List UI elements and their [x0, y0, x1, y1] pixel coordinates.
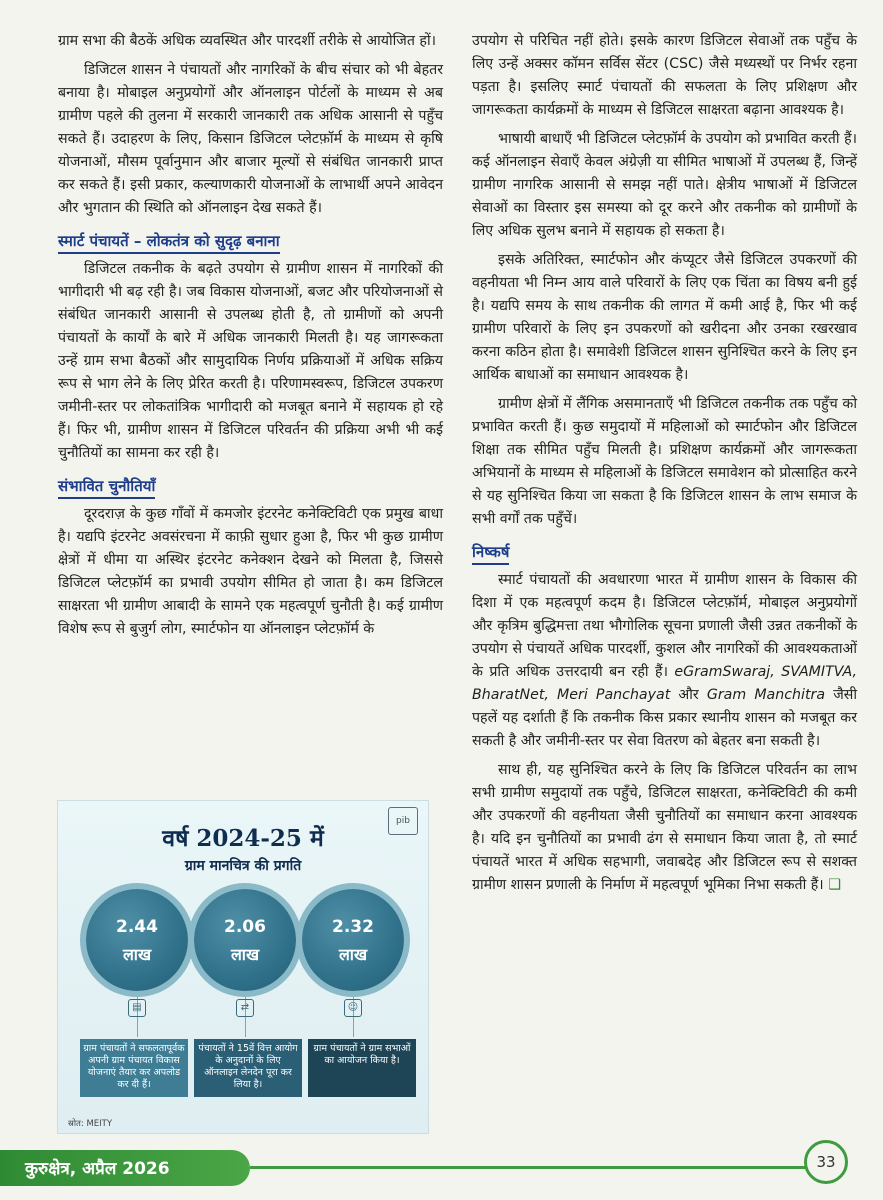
paragraph — [472, 759, 857, 897]
info-card: ग्राम पंचायतों ने ग्राम सभाओं का आयोजन किया है। — [308, 1039, 416, 1097]
stat-unit: लाख — [122, 945, 152, 964]
paragraph: भाषायी बाधाएँ भी डिजिटल प्लेटफ़ॉर्म के उपयोग को प्रभावित करती हैं। कई ऑनलाइन सेवाएँ केवल अंग्रेज़ी या सीमित भाषाओं में उपलब्ध हैं, जिन्हें ग्रामीण नागरिक आसानी से समझ नहीं पाते। क्षेत्रीय भाषाओं में डिजिटल सेवाओं का विस्तार इस समस्या को दूर करने और तकनीक को ग्रामीणों के लिए अधिक सुलभ बनाने में सहायक हो सकता है। — [472, 131, 857, 239]
transaction-icon: ⇄ — [236, 999, 254, 1017]
source-note: स्रोत: MEITY — [68, 1119, 113, 1129]
infographic — [57, 800, 429, 1134]
section-heading: निष्कर्ष — [472, 541, 509, 565]
section-heading: संभावित चुनौतियाँ — [58, 475, 155, 499]
paragraph: डिजिटल शासन ने पंचायतों और नागरिकों के बीच संचार को भी बेहतर बनाया है। मोबाइल अनुप्रयोगों और ऑनलाइन पोर्टलों के माध्यम से अब ग्रामीण पहले की तुलना में सरकारी जानकारी तक अधिक आसानी से पहुँच सकते हैं। उदाहरण के लिए, किसान डिजिटल प्लेटफ़ॉर्म के माध्यम से कृषि योजनाओं, मौसम पूर्वानुमान और बाजार मूल्यों से संबंधित जानकारी प्राप्त कर सकते हैं। इसी प्रकार, कल्याणकारी योजनाओं के लाभार्थी अपने आवेदन और भुगतान की स्थिति को ऑनलाइन देख सकते हैं। — [58, 62, 443, 216]
right-column — [472, 30, 857, 903]
paragraph-text: साथ ही, यह सुनिश्चित करने के लिए कि डिजिटल परिवर्तन का लाभ सभी ग्रामीण समुदायों तक पहुँचे, डिजिटल साक्षरता, कनेक्टिविटी की कमी और उपकरणों की वहनीयता जैसी चुनौतियों का समाधान करना आवश्यक है। यदि इन चुनौतियों का प्रभावी ढंग से समाधान किया जाता है, तो स्मार्ट पंचायतें भारत में अधिक सहभागी, जवाबदेह और डिजिटल रूप से सशक्त ग्रामीण शासन प्रणाली के निर्माण में महत्वपूर्ण भूमिका निभा सकती हैं। — [472, 762, 857, 893]
initiative-name: Gram Manchitra — [706, 687, 826, 703]
stat-unit: लाख — [230, 945, 260, 964]
infographic-subtitle: ग्राम मानचित्र की प्रगति — [184, 858, 302, 874]
paragraph: दूरदराज़ के कुछ गाँवों में कमजोर इंटरनेट कनेक्टिविटी एक प्रमुख बाधा है। यद्यपि इंटरनेट अवसंरचना में काफ़ी सुधार हुआ है, फिर भी कुछ ग्रामीण क्षेत्रों में धीमा या अस्थिर इंटरनेट कनेक्शन देखने को मिलता है, जिससे डिजिटल प्लेटफ़ॉर्म का प्रभावी उपयोग सीमित हो जाता है। कम डिजिटल साक्षरता भी ग्रामीण आबादी के सामने एक महत्वपूर्ण चुनौती है। कई ग्रामीण विशेष रूप से बुजुर्ग लोग, स्मार्टफोन या ऑनलाइन प्लेटफ़ॉर्म के — [58, 506, 443, 637]
info-card: पंचायतों ने 15वें वित्त आयोग के अनुदानों के लिए ऑनलाइन लेनदेन पूरा कर लिया है। — [194, 1039, 302, 1097]
page-number: 33 — [804, 1140, 848, 1184]
document-icon: ▤ — [128, 999, 146, 1017]
stat-value: 2.32 — [332, 917, 374, 937]
stat-value: 2.06 — [224, 917, 266, 937]
paragraph-text: स्मार्ट पंचायतों की अवधारणा भारत में ग्रामीण शासन के विकास की दिशा में एक महत्वपूर्ण कदम है। डिजिटल प्लेटफ़ॉर्म, मोबाइल अनुप्रयोगों और कृत्रिम बुद्धिमत्ता तथा भौगोलिक सूचना प्रणाली जैसी उन्नत तकनीकों के उपयोग से पंचायतें अधिक पारदर्शी, कुशल और नागरिकों की आवश्यकताओं के प्रति अधिक उत्तरदायी बन रही हैं। — [472, 572, 857, 680]
left-column — [58, 30, 443, 647]
section-heading: स्मार्ट पंचायतें – लोकतंत्र को सुदृढ़ बनाना — [58, 230, 280, 254]
end-mark-icon: ❑ — [828, 877, 841, 893]
paragraph: ग्राम सभा की बैठकें अधिक व्यवस्थित और पारदर्शी तरीके से आयोजित हों। — [58, 33, 437, 49]
stat-circle — [194, 889, 296, 991]
infographic-title: वर्ष 2024-25 में — [162, 825, 324, 852]
paragraph — [472, 569, 857, 753]
footer-rule — [250, 1166, 805, 1169]
magazine-issue: कुरुक्षेत्र, अप्रैल 2026 — [25, 1159, 170, 1179]
paragraph: इसके अतिरिक्त, स्मार्टफोन और कंप्यूटर जैसे डिजिटल उपकरणों की वहनीयता भी निम्न आय वाले परिवारों के लिए एक चिंता का विषय बनी हुई है। यद्यपि समय के साथ तकनीक की लागत में कमी आई है, फिर भी कई ग्रामीण परिवारों के लिए इन उपकरणों को खरीदना और उनका रखरखाव करना कठिन होता है। समावेशी डिजिटल शासन सुनिश्चित करने के लिए इन आर्थिक बाधाओं का समाधान आवश्यक है। — [472, 252, 857, 383]
paragraph: ग्रामीण क्षेत्रों में लैंगिक असमानताएँ भी डिजिटल तकनीक तक पहुँच को प्रभावित करती हैं। कुछ समुदायों में महिलाओं को स्मार्टफोन और डिजिटल शिक्षा तक सीमित पहुँच मिलती है। प्रशिक्षण कार्यक्रमों और जागरूकता अभियानों के माध्यम से महिलाओं के डिजिटल समावेशन को प्रोत्साहित करने से यह सुनिश्चित किया जा सकता है कि डिजिटल शासन के लाभ समाज के सभी वर्गों तक पहुँचें। — [472, 396, 857, 527]
initiative-names: eGramSwaraj, SVAMITVA, BharatNet, Meri Panchayat — [472, 664, 857, 703]
paragraph: डिजिटल तकनीक के बढ़ते उपयोग से ग्रामीण शासन में नागरिकों की भागीदारी भी बढ़ रही है। जब विकास योजनाओं, बजट और परियोजनाओं से संबंधित जानकारी आसानी से उपलब्ध होती है, तो ग्रामीणों को अपनी पंचायतों के कार्यों के बारे में अधिक जानकारी मिलती है। यह जागरूकता उन्हें ग्राम सभा बैठकों और सामुदायिक निर्णय प्रक्रियाओं में अधिक सक्रिय रूप से भाग लेने के लिए प्रेरित करती है। परिणामस्वरूप, डिजिटल उपकरण जमीनी-स्तर पर लोकतांत्रिक भागीदारी को मजबूत बनाने में सहायक हो रहे हैं। फिर भी, ग्रामीण शासन में डिजिटल परिवर्तन की प्रक्रिया अभी भी कई चुनौतियों का सामना कर रही है। — [58, 261, 443, 461]
people-icon: ☺ — [344, 999, 362, 1017]
stat-unit: लाख — [338, 945, 368, 964]
paragraph: उपयोग से परिचित नहीं होते। इसके कारण डिजिटल सेवाओं तक पहुँच के लिए उन्हें अक्सर कॉमन सर्विस सेंटर (CSC) जैसे मध्यस्थों पर निर्भर रहना पड़ता है। इसलिए स्मार्ट पंचायतों की सफलता के लिए प्रशिक्षण और जागरूकता कार्यक्रमों के माध्यम से डिजिटल साक्षरता बढ़ाना आवश्यक है। — [472, 33, 857, 118]
paragraph-text: जैसी पहलें यह दर्शाती हैं कि तकनीक किस प्रकार स्थानीय शासन को मजबूत कर सकती है और जमीनी-स्तर पर सेवा वितरण को बेहतर बना सकती है। — [472, 687, 857, 749]
stat-value: 2.44 — [116, 917, 158, 937]
stat-circle — [86, 889, 188, 991]
stat-circle — [302, 889, 404, 991]
info-card: ग्राम पंचायतों ने सफलतापूर्वक अपनी ग्राम पंचायत विकास योजनाएं तैयार कर अपलोड कर दी हैं। — [80, 1039, 188, 1097]
conjunction: और — [678, 687, 699, 703]
pib-logo: pib — [388, 807, 418, 835]
